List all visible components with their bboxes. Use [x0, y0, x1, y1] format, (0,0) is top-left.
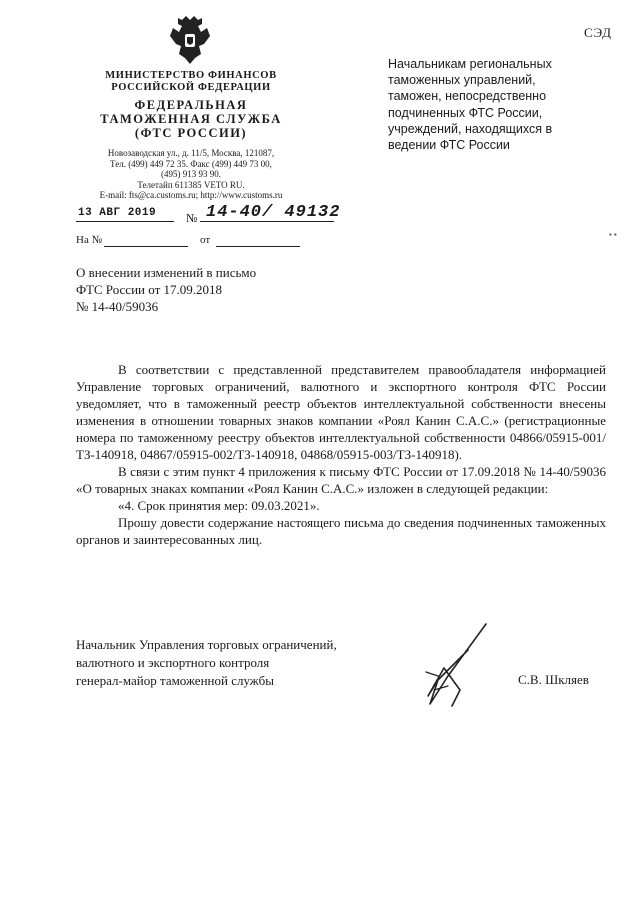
signer-name: С.В. Шкляев: [518, 672, 589, 687]
phone-line: Тел. (499) 449 72 35. Факс (499) 449 73 00,: [110, 158, 272, 169]
addressee-line: Начальникам региональных: [388, 57, 552, 71]
registration-number: 14-40/ 49132: [206, 203, 341, 222]
body-paragraph: В соответствии с представленной представителем правообладателя информацией Управление торговых ограничений, валютного и экспортного контроля ФТС России уведомляет, что в таможенный реестр объектов интеллектуальной собственности внесены изменения в отношении товарных знаков компании «Роял Канин С.А.С.» (регистрационные номера по таможенному реестру объектов интеллектуальной собственности 04866/05915-001/ТЗ-140918, 04867/05915-002/ТЗ-140918, 04868/05915-003/ТЗ-140918).: [76, 362, 606, 462]
document-system-mark: СЭД: [584, 25, 613, 40]
ministry-heading: [60, 70, 322, 94]
email-line: E-mail: fts@ca.customs.ru; http://www.customs.ru: [99, 190, 283, 200]
ministry-line: МИНИСТЕРСТВО ФИНАНСОВ: [105, 70, 277, 81]
addressee-line: таможен, непосредственно: [388, 89, 547, 104]
letter-body: [76, 361, 606, 548]
body-paragraph: Прошу довести содержание настоящего письма до сведения подчиненных таможенных органов и заинтересованных лиц.: [76, 515, 606, 547]
service-line: (ФТС РОССИИ): [134, 126, 248, 140]
reply-number-label: На №: [76, 234, 103, 246]
margin-marks: ▪ ▪: [609, 230, 617, 239]
registration-date: 13 АВГ 2019: [78, 207, 157, 219]
signer-position: [76, 636, 406, 690]
signer-line: Начальник Управления торговых ограничений,: [76, 637, 337, 652]
coat-of-arms-icon: [168, 14, 212, 66]
subject-line: ФТС России от 17.09.2018: [76, 282, 223, 297]
address-line: Новозаводская ул., д. 11/5, Москва, 121087,: [107, 148, 275, 158]
body-paragraph: В связи с этим пункт 4 приложения к письму ФТС России от 17.09.2018 № 14-40/59036 «О товарных знаках компании «Роял Канин С.А.С.» изложен в следующей редакции:: [76, 464, 606, 496]
reply-reference: [76, 234, 336, 246]
body-paragraph: «4. Срок принятия мер: 09.03.2021».: [118, 498, 320, 513]
outgoing-registration: [76, 205, 346, 227]
addressee-block: [388, 56, 588, 153]
signer-line: валютного и экспортного контроля: [76, 655, 270, 670]
addressee-line: учреждений, находящихся в: [388, 121, 553, 136]
signer-line: генерал-майор таможенной службы: [76, 673, 274, 688]
subject-line: № 14-40/59036: [76, 299, 159, 314]
addressee-line: подчиненных ФТС России,: [388, 105, 543, 120]
teletype-line: Телетайп 611385 VETO RU.: [137, 179, 245, 190]
service-line: ТАМОЖЕННАЯ СЛУЖБА: [100, 112, 282, 126]
service-line: ФЕДЕРАЛЬНАЯ: [134, 98, 248, 112]
service-heading: [60, 98, 322, 140]
addressee-line: ведении ФТС России: [388, 138, 510, 153]
letter-subject: [76, 264, 376, 315]
reply-date-label: от: [200, 234, 211, 246]
subject-line: О внесении изменений в письмо: [76, 265, 257, 280]
phone-line: (495) 913 93 90.: [161, 169, 221, 179]
addressee-line: таможенных управлений,: [388, 73, 536, 88]
sender-contacts: [60, 148, 322, 201]
handwritten-signature: [408, 620, 498, 710]
number-label: №: [186, 211, 198, 225]
ministry-line: РОССИЙСКОЙ ФЕДЕРАЦИИ: [111, 82, 271, 93]
